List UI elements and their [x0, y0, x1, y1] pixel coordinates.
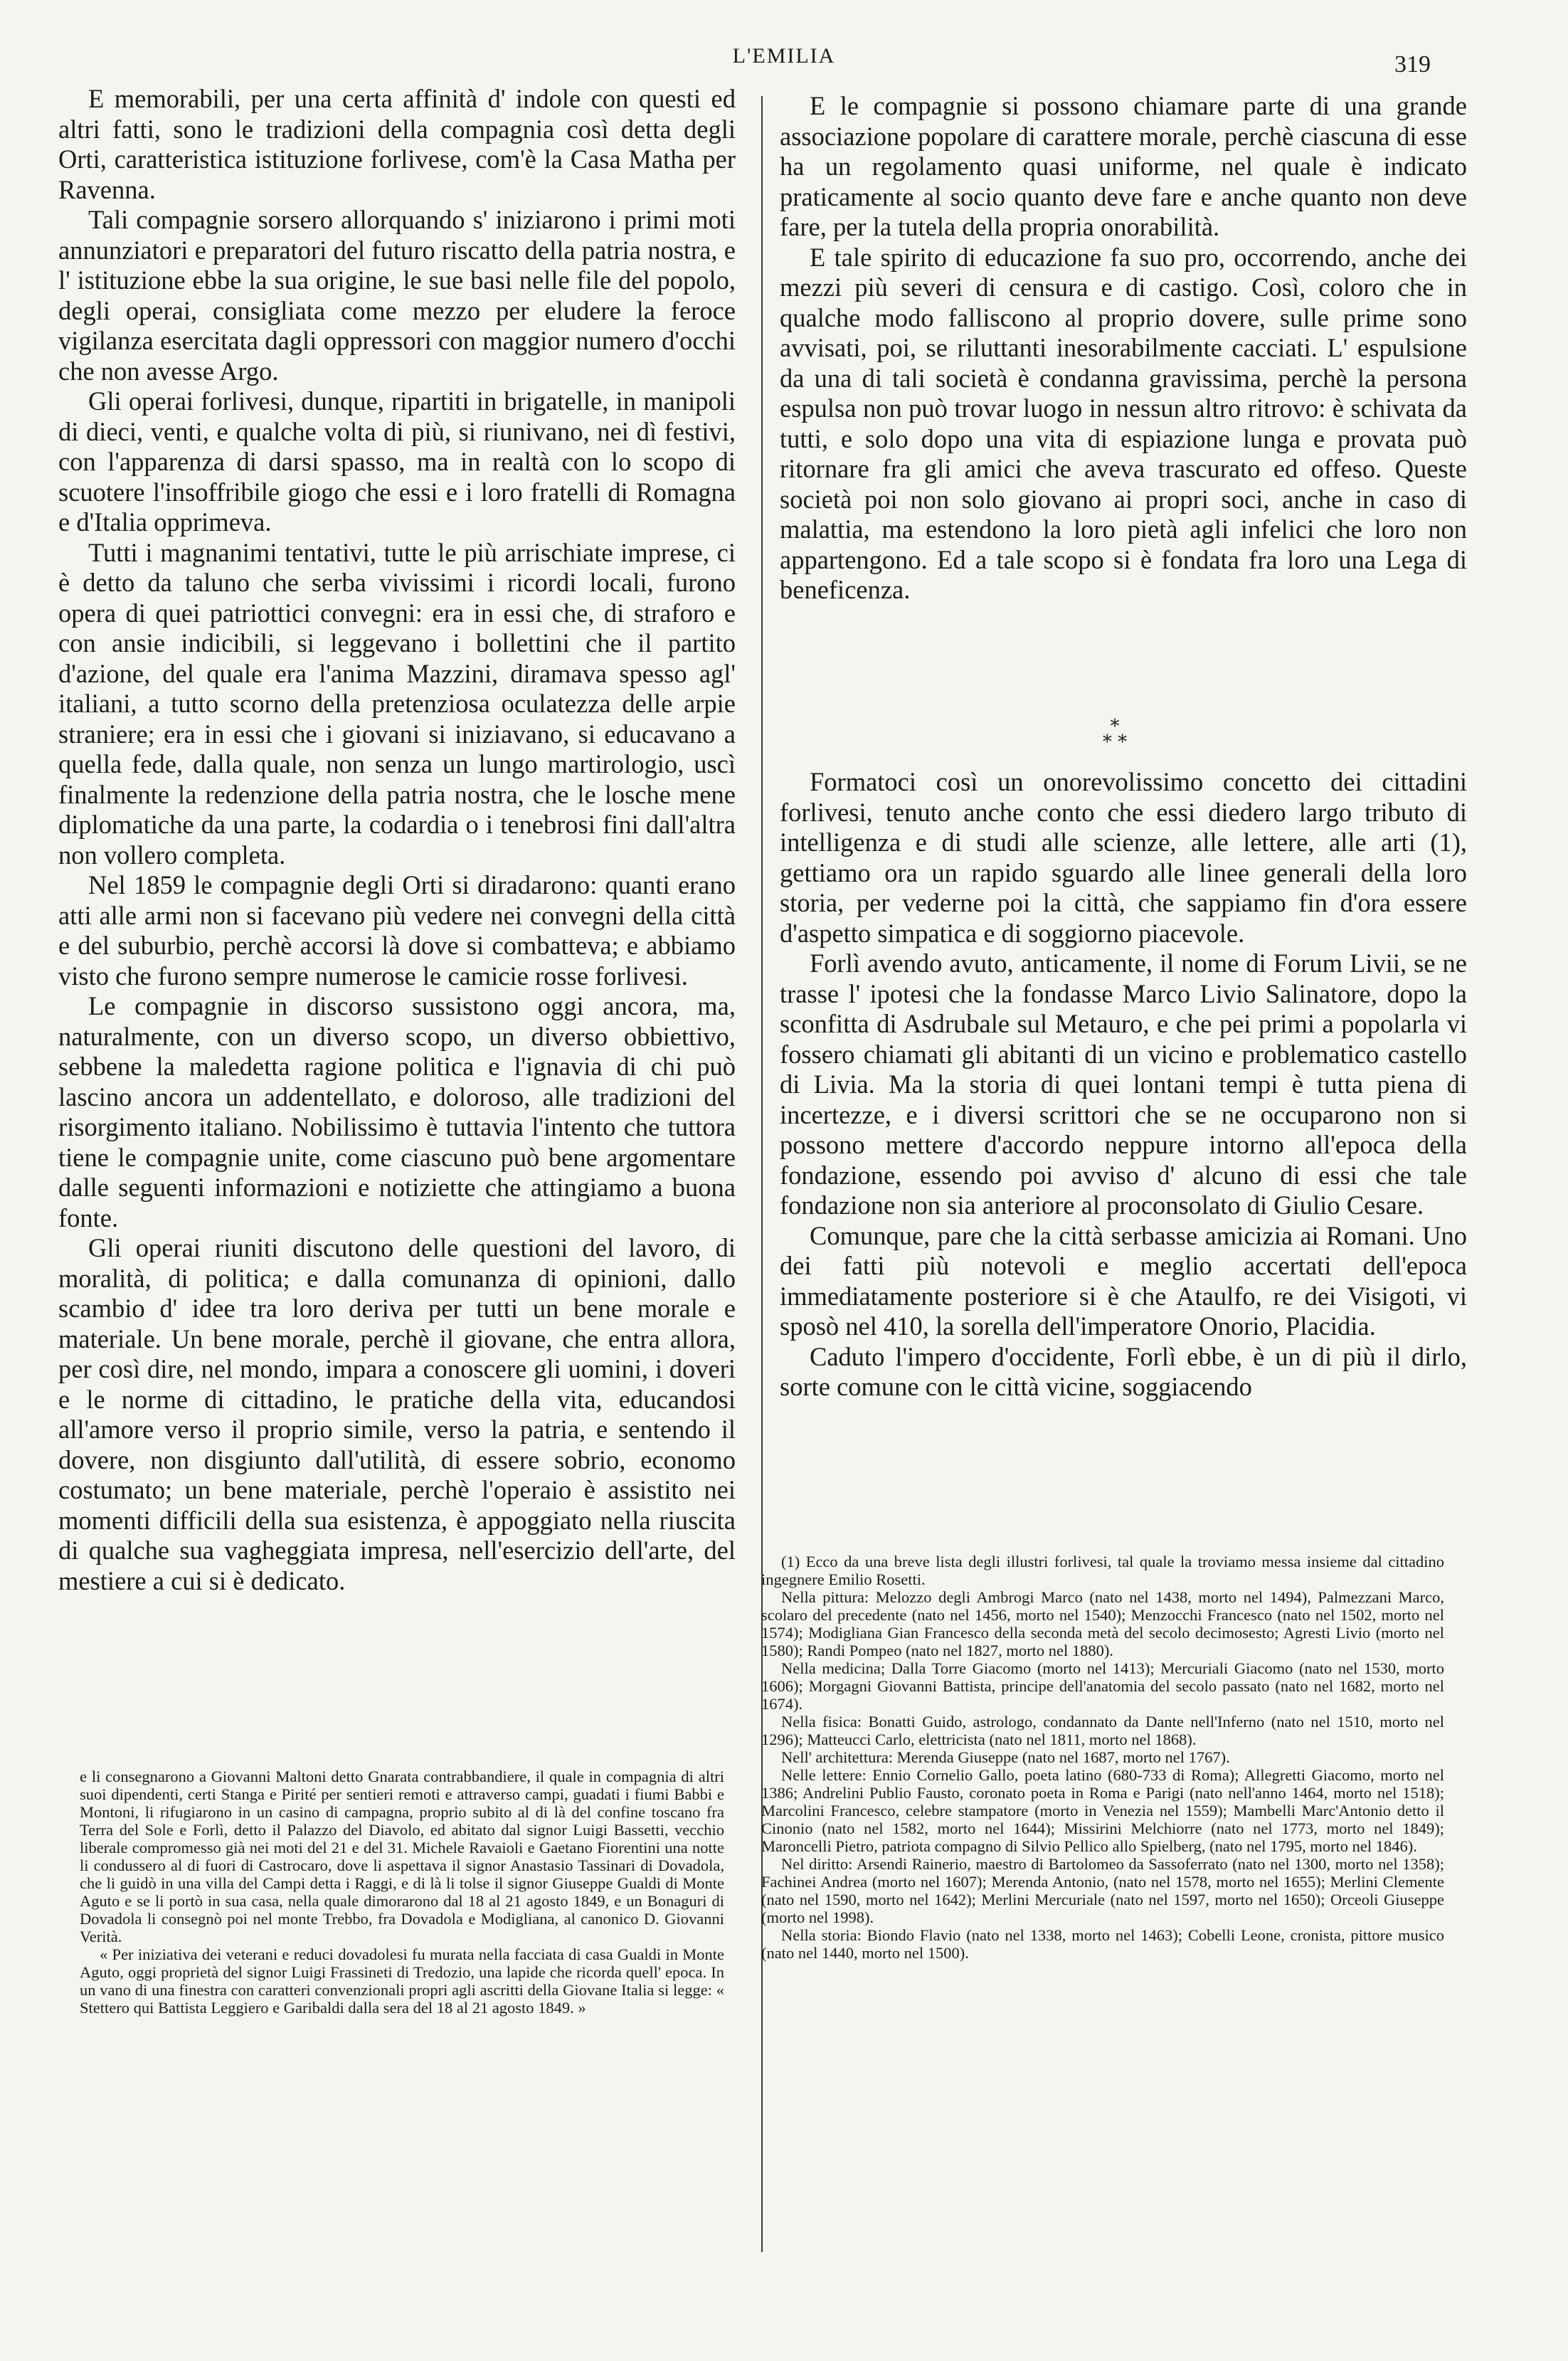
- left-column-text: [58, 84, 736, 1596]
- footnote: Nella fisica: Bonatti Guido, astrologo, condannato da Dante nell'Inferno (nato nel 1510, morto nel 1296); Matteucci Carlo, elettricista (nato nel 1811, morto nel 1868).: [761, 1713, 1444, 1748]
- page-number: 319: [1394, 51, 1431, 78]
- paragraph: Formatoci così un onorevolissimo concetto dei cittadini forlivesi, tenuto anche conto che essi diedero largo tributo di intelligenza e di studi alle scienze, alle lettere, alle arti (1), gettiamo ora un rapido sguardo alle linee generali della loro storia, per vederne poi la città, che sappiamo fin d'ora essere d'aspetto simpatica e di soggiorno piacevole.: [780, 767, 1467, 948]
- paragraph: Forlì avendo avuto, anticamente, il nome di Forum Livii, se ne trasse l' ipotesi che la fondasse Marco Livio Salinatore, dopo la sconfitta di Asdrubale sul Metauro, e che pei primi a popolarla vi fossero chiamati gli abitanti di un vicino e problematico castello di Livia. Ma la storia di quei lontani tempi è tutta piena di incertezze, e i diversi scrittori che se ne occuparono non si possono mettere d'accordo neppure intorno all'epoca della fondazione, essendo poi avviso d' alcuno di essi che tale fondazione non sia anteriore al proconsolato di Giulio Cesare.: [780, 949, 1467, 1220]
- paragraph: Tutti i magnanimi tentativi, tutte le più arrischiate imprese, ci è detto da taluno che serba vivissimi i ricordi locali, furono opera di quei patriottici convegni: era in essi che, di straforo e con ansie indicibili, si leggevano i bollettini che il partito d'azione, del quale era l'anima Mazzini, diramava spesso agl' italiani, a tutto scorno della pretenziosa oculatezza delle arpie straniere; era in essi che i giovani si iniziavano, si educavano a quella fede, dalla quale, non senza un lungo martirologio, uscì finalmente la redenzione della patria nostra, che le losche mene diplomatiche da una parte, la codardia o i tenebrosi fini dall'altra non vollero completa.: [58, 537, 736, 870]
- footnote: Nel diritto: Arsendi Rainerio, maestro di Bartolomeo da Sassoferrato (nato nel 1300, morto nel 1358); Fachinei Andrea (morto nel 1607); Merenda Antonio, (nato nel 1578, morto nel 1655); Merlini Clemente (nato nel 1590, morto nel 1642); Merlini Mercuriale (nato nel 1597, morto nel 1650); Orceoli Giuseppe (morto nel 1998).: [761, 1855, 1444, 1926]
- footnote: e li consegnarono a Giovanni Maltoni detto Gnarata contrabbandiere, il quale in compagnia di altri suoi dipendenti, certi Stanga e Pirité per sentieri remoti e attraverso campi, guadati i fiumi Babbi e Montoni, li rifugiarono in un casino di campagna, proprio subito al di là del confine toscano fra Terra del Sole e Forlì, detto il Palazzo del Diavolo, ed abitato dal signor Luigi Bassetti, vecchio liberale compromesso già nei moti del 21 e del 31. Michele Ravaioli e Gaetano Fiorentini una notte li condussero al di fuori di Castrocaro, dove li aspettava il signor Anastasio Tassinari di Dovadola, che li guidò in una villa del Campi detta i Raggi, e di là li tolse il signor Giuseppe Gualdi di Monte Aguto e se li portò in sua casa, nella quale dimorarono dal 18 al 21 agosto 1849, e un Bonaguri di Dovadola li consegnò poi nel monte Trebbo, fra Dovadola e Modigliana, al canonico D. Giovanni Verità.: [80, 1768, 724, 1945]
- footnote: (1) Ecco da una breve lista degli illustri forlivesi, tal quale la troviamo messa insieme dal cittadino ingegnere Emilio Rosetti.: [761, 1553, 1444, 1588]
- paragraph: E tale spirito di educazione fa suo pro, occorrendo, anche dei mezzi più severi di censura e di castigo. Così, coloro che in qualche modo falliscono al proprio dovere, sulle prime sono avvisati, poi, se riluttanti inesorabilmente cacciati. L' espulsione da una di tali società è condanna gravissima, perchè la persona espulsa non può trovar luogo in nessun altro ritrovo: è schivata da tutti, e solo dopo una vita di espiazione lunga e provata può ritornare fra gli amici che aveva trascurato ed offeso. Queste società poi non solo giovano ai propri soci, anche in caso di malattia, ma estendono la loro pietà agli infelici che loro non appartengono. Ed a tale scopo si è fondata fra loro una Lega di beneficenza.: [780, 242, 1467, 604]
- running-title: L'EMILIA: [732, 44, 836, 68]
- paragraph: Gli operai forlivesi, dunque, ripartiti in brigatelle, in manipoli di dieci, venti, e qualche volta di più, si riunivano, nei dì festivi, con l'apparenza di darsi spasso, ma in realtà con lo scopo di scuotere l'insoffribile giogo che essi e i loro fratelli di Romagna e d'Italia opprimeva.: [58, 386, 736, 537]
- paragraph: Le compagnie in discorso sussistono oggi ancora, ma, naturalmente, con un diverso scopo, un diverso obbiettivo, sebbene la maledetta ragione politica e l'ignavia di chi può lascino ancora un addentellato, e doloroso, alle tradizioni del risorgimento italiano. Nobilissimo è tuttavia l'intento che tuttora tiene le compagnie unite, come ciascuno può bene argomentare dalle seguenti informazioni e notiziette che attingiamo a buona fonte.: [58, 991, 736, 1232]
- section-asterism: [1096, 716, 1134, 753]
- paragraph: Tali compagnie sorsero allorquando s' iniziarono i primi moti annunziatori e preparatori del futuro riscatto della patria nostra, e l' istituzione ebbe la sua origine, le sue basi nelle file del popolo, degli operai, consigliata come mezzo per eludere la feroce vigilanza esercitata dagli oppressori con maggior numero d'occhi che non avesse Argo.: [58, 205, 736, 386]
- asterism-line: * *: [1102, 731, 1128, 753]
- right-column-text: [780, 91, 1467, 606]
- right-column-text-continued: [780, 767, 1467, 1403]
- footnote: Nelle lettere: Ennio Cornelio Gallo, poeta latino (680-733 di Roma); Allegretti Giacomo, morto nel 1386; Andrelini Publio Fausto, coronato poeta in Roma e Parigi (nato nell'anno 1464, morto nel 1518); Marcolini Francesco, celebre stampatore (morto in Venezia nel 1559); Mambelli Marc'Antonio detto il Cinonio (nato nel 1582, morto nel 1644); Missirini Melchiorre (nato nel 1773, morto nel 1849); Maroncelli Pietro, patriota compagno di Silvio Pellico allo Spielberg, (nato nel 1795, morto nel 1846).: [761, 1766, 1444, 1855]
- paragraph: E le compagnie si possono chiamare parte di una grande associazione popolare di carattere morale, perchè ciascuna di esse ha un regolamento quasi uniforme, nel quale è indicato praticamente al socio quanto deve fare e anche quanto non deve fare, per la tutela della propria onorabilità.: [780, 91, 1467, 241]
- footnote: Nella medicina; Dalla Torre Giacomo (morto nel 1413); Mercuriali Giacomo (nato nel 1530, morto 1606); Morgagni Giovanni Battista, principe dell'anatomia del secolo passato (nato nel 1682, morto nel 1674).: [761, 1659, 1444, 1713]
- footnote: Nella storia: Biondo Flavio (nato nel 1338, morto nel 1463); Cobelli Leone, cronista, pittore musico (nato nel 1440, morto nel 1500).: [761, 1926, 1444, 1962]
- left-footnotes: [80, 1768, 724, 2017]
- paragraph: Caduto l'impero d'occidente, Forlì ebbe, è un di più il dirlo, sorte comune con le città vicine, soggiacendo: [780, 1341, 1467, 1401]
- asterism-line: *: [1110, 716, 1120, 737]
- paragraph: Nel 1859 le compagnie degli Orti si diradarono: quanti erano atti alle armi non si facevano più vedere nei convegni della città e del suburbio, perchè accorsi là dove si combatteva; e abbiamo visto che furono sempre numerose le camicie rosse forlivesi.: [58, 870, 736, 991]
- paragraph: Gli operai riuniti discutono delle questioni del lavoro, di moralità, di politica; e dalla comunanza di opinioni, dallo scambio d' idee tra loro deriva per tutti un bene morale e materiale. Un bene morale, perchè il giovane, che entra allora, per così dire, nel mondo, impara a conoscere gli uomini, i doveri e le norme di cittadino, le pratiche della vita, educandosi all'amore verso il proprio simile, verso la patria, e sentendo il dovere, non disgiunto dall'utilità, di essere sobrio, economo costumato; un bene materiale, perchè l'operaio è assistito nei momenti difficili della sua esistenza, è appoggiato nella riuscita di qualche sua vagheggiata impresa, nell'esercizio dell'arte, del mestiere a cui si è dedicato.: [58, 1233, 736, 1595]
- footnote: « Per iniziativa dei veterani e reduci dovadolesi fu murata nella facciata di casa Gualdi in Monte Aguto, oggi proprietà del signor Luigi Frassineti di Tredozio, una lapide che ricorda quell' epoca. In un vano di una finestra con caratteri convenzionali propri agli ascritti della Giovane Italia si legge: « Stettero qui Battista Leggiero e Garibaldi dalla sera del 18 al 21 agosto 1849. »: [80, 1945, 724, 2017]
- right-footnotes: [761, 1553, 1444, 1962]
- paragraph: E memorabili, per una certa affinità d' indole con questi ed altri fatti, sono le tradizioni della compagnia così detta degli Orti, caratteristica istituzione forlivese, com'è la Casa Matha per Ravenna.: [58, 84, 736, 204]
- paragraph: Comunque, pare che la città serbasse amicizia ai Romani. Uno dei fatti più notevoli e meglio accertati dell'epoca immediatamente posteriore si è che Ataulfo, re dei Visigoti, vi sposò nel 410, la sorella dell'imperatore Onorio, Placidia.: [780, 1220, 1467, 1341]
- footnote: Nell' architettura: Merenda Giuseppe (nato nel 1687, morto nel 1767).: [781, 1748, 1230, 1766]
- footnote: Nella pittura: Melozzo degli Ambrogi Marco (nato nel 1438, morto nel 1494), Palmezzani Marco, scolaro del precedente (nato nel 1456, morto nel 1540); Menzocchi Francesco (nato nel 1502, morto nel 1574); Modigliana Gian Francesco della seconda metà del secolo decimosesto; Agresti Livio (morto nel 1580); Randi Pompeo (nato nel 1827, morto nel 1880).: [761, 1588, 1444, 1659]
